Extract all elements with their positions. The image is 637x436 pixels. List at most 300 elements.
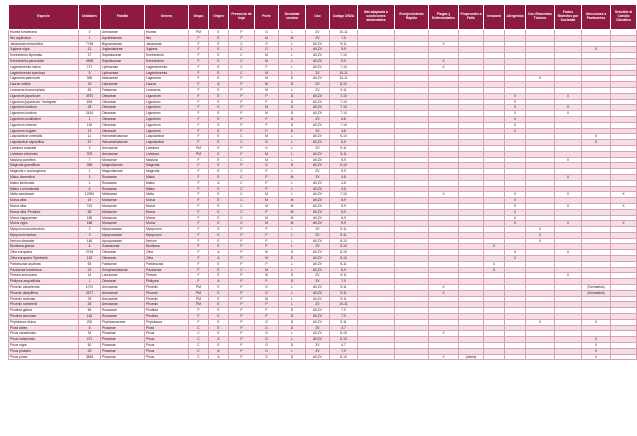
table-cell: P: [229, 87, 255, 93]
column-header: Propensión a Fallo: [459, 5, 484, 30]
table-cell: M: [279, 203, 306, 209]
table-cell: Phoenix: [145, 296, 189, 302]
table-cell: 4-8: [330, 186, 358, 192]
table-cell: E: [209, 261, 229, 267]
table-cell: ZV: [306, 70, 330, 76]
table-cell: 375: [79, 151, 101, 157]
table-cell: 8-10: [330, 82, 358, 88]
table-cell: Nicotiana glauca: [9, 244, 79, 250]
table-cell: P: [255, 244, 279, 250]
table-cell: P: [229, 30, 255, 36]
table-cell: X: [582, 337, 611, 343]
table-cell: M: [255, 76, 279, 82]
table-cell: A: [209, 279, 229, 285]
table-cell: D: [279, 122, 306, 128]
table-cell: AV,ZV: [306, 215, 330, 221]
table-cell: L: [279, 244, 306, 250]
table-cell: (Normativa): [582, 290, 611, 296]
table-cell: 5-9: [330, 203, 358, 209]
table-cell: 8-10: [330, 250, 358, 256]
table-cell: D: [279, 82, 306, 88]
table-cell: 7-9: [330, 279, 358, 285]
table-cell: X: [555, 273, 582, 279]
table-cell: 9-11: [330, 273, 358, 279]
table-cell: X: [429, 285, 459, 291]
table-cell: F: [189, 267, 209, 273]
table-cell: F: [189, 227, 209, 233]
table-cell: [526, 354, 555, 360]
column-header: Grupo: [189, 5, 209, 30]
table-cell: G: [255, 47, 279, 53]
table-cell: F: [189, 203, 209, 209]
table-cell: M: [255, 203, 279, 209]
table-cell: L: [279, 192, 306, 198]
table-cell: 8-10: [330, 256, 358, 262]
table-cell: Oleaceae: [101, 256, 145, 262]
table-cell: Laurus nobilis: [9, 82, 79, 88]
table-cell: F: [189, 64, 209, 70]
table-cell: C: [229, 140, 255, 146]
table-cell: X: [555, 203, 582, 209]
table-cell: X: [582, 348, 611, 354]
table-cell: M: [279, 215, 306, 221]
table-cell: E: [209, 325, 229, 331]
table-cell: D: [279, 354, 306, 360]
table-cell: ZV: [306, 145, 330, 151]
table-cell: P: [229, 279, 255, 285]
table-cell: C: [189, 343, 209, 349]
table-cell: X: [429, 41, 459, 47]
table-cell: Moraceae: [101, 203, 145, 209]
table-cell: D: [279, 116, 306, 122]
table-cell: P: [255, 122, 279, 128]
table-cell: D: [279, 105, 306, 111]
table-cell: L: [279, 151, 306, 157]
table-cell: F: [189, 53, 209, 59]
table-cell: C: [189, 325, 209, 331]
table-cell: X: [555, 105, 582, 111]
table-cell: Howea: [145, 30, 189, 36]
table-cell: 7: [79, 157, 101, 163]
table-cell: Pinaceae: [101, 331, 145, 337]
table-cell: P: [255, 99, 279, 105]
table-cell: X: [611, 192, 637, 198]
table-cell: Ligustrum: [145, 128, 189, 134]
table-cell: X: [582, 47, 611, 53]
table-cell: Hamamelidaceae: [101, 134, 145, 140]
table-cell: 14: [79, 273, 101, 279]
table-cell: M: [279, 221, 306, 227]
table-cell: 27: [79, 53, 101, 59]
table-cell: Phillyrea: [145, 279, 189, 285]
table-cell: 355: [79, 163, 101, 169]
table-cell: Melia: [145, 192, 189, 198]
table-cell: AV,ZV: [306, 256, 330, 262]
table-cell: X: [582, 354, 611, 360]
table-cell: F: [189, 232, 209, 238]
table-cell: Paulownia tomentosa: [9, 267, 79, 273]
table-cell: ZV: [306, 82, 330, 88]
table-cell: AV,ZV: [306, 163, 330, 169]
table-cell: E: [209, 314, 229, 320]
table-cell: Arecaceae: [101, 296, 145, 302]
table-cell: X: [484, 267, 505, 273]
table-cell: Phytolaccaceae: [101, 319, 145, 325]
table-cell: Ligustrum: [145, 105, 189, 111]
table-cell: X: [611, 221, 637, 227]
table-cell: C: [229, 53, 255, 59]
table-cell: F: [189, 105, 209, 111]
table-cell: 55: [79, 209, 101, 215]
table-cell: Oleaceae: [101, 93, 145, 99]
table-cell: P: [255, 279, 279, 285]
table-cell: F: [189, 192, 209, 198]
table-cell: L: [279, 227, 306, 233]
table-cell: P: [255, 238, 279, 244]
table-cell: 7-10: [330, 105, 358, 111]
column-header: Genero: [145, 5, 189, 30]
table-cell: 8-11: [330, 261, 358, 267]
table-cell: Morus nigra: [9, 221, 79, 227]
table-cell: Phoenix dactylifera: [9, 290, 79, 296]
table-cell: 24: [79, 267, 101, 273]
table-cell: (Alerta): [459, 354, 484, 360]
table-cell: 5-9: [330, 267, 358, 273]
table-cell: M: [255, 111, 279, 117]
table-cell: Myoporum: [145, 232, 189, 238]
table-cell: Phoenix: [145, 285, 189, 291]
table-cell: Arecaceae: [101, 290, 145, 296]
table-cell: M: [255, 70, 279, 76]
table-cell: C: [189, 354, 209, 360]
table-cell: D: [279, 314, 306, 320]
table-cell: AV,ZV: [306, 285, 330, 291]
table-cell: C: [229, 198, 255, 204]
table-cell: Lagerstroemia: [145, 70, 189, 76]
table-cell: P: [229, 331, 255, 337]
table-cell: Pinus pinea: [9, 354, 79, 360]
table-cell: C: [229, 215, 255, 221]
table-cell: Malvaceae: [101, 76, 145, 82]
table-cell: 8-10: [330, 238, 358, 244]
table-cell: E: [209, 145, 229, 151]
table-cell: 12: [79, 47, 101, 53]
table-cell: C: [189, 348, 209, 354]
table-cell: Picea: [145, 325, 189, 331]
table-cell: PM: [189, 30, 209, 36]
table-cell: C: [229, 192, 255, 198]
table-cell: AV,ZV: [306, 331, 330, 337]
table-cell: 7-10: [330, 99, 358, 105]
table-cell: 717: [79, 64, 101, 70]
column-header: Envejecimiento Rápido: [395, 5, 429, 30]
table-cell: 19: [79, 198, 101, 204]
table-cell: Myoporaceae: [101, 227, 145, 233]
table-cell: Phoenix reclinata: [9, 296, 79, 302]
table-cell: P: [229, 296, 255, 302]
table-cell: Livistona australis: [9, 145, 79, 151]
table-cell: Malus: [145, 186, 189, 192]
table-cell: Morus alba: [9, 203, 79, 209]
table-cell: F: [189, 180, 209, 186]
table-cell: C: [229, 134, 255, 140]
table-cell: AV,ZV: [306, 53, 330, 59]
table-cell: E: [209, 244, 229, 250]
table-cell: F: [189, 238, 209, 244]
table-cell: X: [505, 99, 526, 105]
table-cell: 28: [79, 348, 101, 354]
table-cell: A: [209, 256, 229, 262]
table-cell: Olea europaea: [9, 250, 79, 256]
table-cell: 7-10: [330, 93, 358, 99]
table-cell: A: [209, 180, 229, 186]
table-cell: 5: [79, 70, 101, 76]
table-cell: 9-11: [330, 296, 358, 302]
table-cell: AV,ZV: [306, 198, 330, 204]
table-cell: Oleaceae: [101, 279, 145, 285]
table-cell: X: [526, 238, 555, 244]
table-cell: 5-9: [330, 221, 358, 227]
table-cell: 29: [79, 296, 101, 302]
table-cell: Ligustrum ovalifolium: [9, 116, 79, 122]
table-cell: [484, 354, 505, 360]
table-cell: 4-7: [330, 343, 358, 349]
table-cell: AV,ZV: [306, 261, 330, 267]
table-cell: E: [209, 30, 229, 36]
table-cell: E: [209, 215, 229, 221]
table-cell: AV,ZV: [306, 192, 330, 198]
table-cell: A: [209, 82, 229, 88]
table-cell: 5-9: [330, 58, 358, 64]
table-cell: Morus: [145, 215, 189, 221]
table-cell: 4958: [79, 58, 101, 64]
table-cell: Paulownia: [145, 267, 189, 273]
table-cell: 3665: [79, 354, 101, 360]
table-cell: Sapindaceae: [101, 53, 145, 59]
table-cell: Myoporaceae: [101, 232, 145, 238]
table-cell: G: [255, 325, 279, 331]
table-cell: Pinaceae: [101, 343, 145, 349]
table-cell: 15: [79, 82, 101, 88]
table-cell: Ilex: [145, 35, 189, 41]
table-cell: P: [229, 343, 255, 349]
table-cell: P: [255, 180, 279, 186]
table-cell: AV,ZV: [306, 238, 330, 244]
table-cell: X: [505, 203, 526, 209]
table-cell: P: [229, 337, 255, 343]
table-cell: Leucaena leucocephala: [9, 87, 79, 93]
table-cell: Fabaceae: [101, 87, 145, 93]
table-cell: ZV: [306, 302, 330, 308]
table-cell: 9-11: [330, 87, 358, 93]
table-cell: E: [209, 151, 229, 157]
table-cell: D: [279, 111, 306, 117]
table-cell: X: [429, 331, 459, 337]
table-cell: X: [505, 215, 526, 221]
table-cell: 9-11: [330, 227, 358, 233]
table-cell: 5-9: [330, 198, 358, 204]
table-cell: G: [255, 354, 279, 360]
table-cell: Arecaceae: [101, 285, 145, 291]
table-cell: Magnolia grandiflora: [9, 163, 79, 169]
table-cell: 694: [79, 99, 101, 105]
table-cell: G: [255, 41, 279, 47]
table-cell: F: [189, 58, 209, 64]
table-cell: ZV: [306, 169, 330, 175]
table-cell: Ligustrum: [145, 116, 189, 122]
table-cell: P: [229, 99, 255, 105]
table-cell: Moraceae: [101, 157, 145, 163]
table-cell: A: [209, 354, 229, 360]
table-cell: P: [229, 93, 255, 99]
table-cell: E: [209, 296, 229, 302]
table-cell: Pinus: [145, 354, 189, 360]
table-cell: 7-10: [330, 122, 358, 128]
column-header: Invasora: [484, 5, 505, 30]
table-cell: AV,ZV: [306, 209, 330, 215]
table-cell: Koelreuteria: [145, 53, 189, 59]
table-cell: Juglandaceae: [101, 47, 145, 53]
table-cell: C: [229, 58, 255, 64]
table-cell: 1070: [79, 285, 101, 291]
table-cell: Liquidambar: [145, 134, 189, 140]
table-cell: Lythraceae: [101, 64, 145, 70]
table-cell: X: [484, 244, 505, 250]
table-cell: P: [255, 186, 279, 192]
table-cell: F: [189, 244, 209, 250]
table-cell: E: [209, 140, 229, 146]
table-cell: X: [611, 203, 637, 209]
table-header-row: [9, 5, 637, 30]
table-cell: Oleaceae: [101, 116, 145, 122]
table-cell: E: [209, 227, 229, 233]
table-cell: 3: [79, 232, 101, 238]
table-cell: G: [255, 163, 279, 169]
table-cell: Morus alba: [9, 198, 79, 204]
table-cell: Maclura: [145, 157, 189, 163]
table-cell: Lagunaria: [145, 76, 189, 82]
species-table: [8, 4, 637, 360]
table-cell: Fabaceae: [101, 261, 145, 267]
table-cell: P: [229, 273, 255, 279]
table-cell: Phytolacca dioica: [9, 319, 79, 325]
table-cell: ZV: [306, 174, 330, 180]
column-header: Origen: [209, 5, 229, 30]
table-cell: 115: [79, 256, 101, 262]
table-cell: X: [429, 192, 459, 198]
table-cell: X: [526, 319, 555, 325]
table-cell: M: [279, 174, 306, 180]
table-cell: F: [189, 221, 209, 227]
table-cell: X: [429, 290, 459, 296]
table-cell: Koelreuteria bipinnata: [9, 53, 79, 59]
table-cell: ZV: [306, 128, 330, 134]
table-cell: Moraceae: [101, 221, 145, 227]
column-header: Mal adaptada a condiciones ambientales: [358, 5, 395, 30]
table-cell: L: [279, 140, 306, 146]
table-cell: Arecaceae: [101, 151, 145, 157]
table-cell: E: [209, 87, 229, 93]
table-cell: M: [255, 35, 279, 41]
column-header: Sensible al Cambio Climático: [611, 5, 637, 30]
table-cell: AV,ZV: [306, 203, 330, 209]
table-cell: Ligustrum: [145, 111, 189, 117]
table-cell: Ligustrum japonicum 'Variegata': [9, 99, 79, 105]
table-cell: X: [555, 250, 582, 256]
table-cell: M: [255, 87, 279, 93]
table-cell: P: [229, 261, 255, 267]
table-cell: Ligustrum: [145, 93, 189, 99]
column-header: Familia: [101, 5, 145, 30]
table-cell: Magnolia: [145, 163, 189, 169]
table-cell: D: [279, 319, 306, 325]
table-cell: 4-8: [330, 180, 358, 186]
table-cell: Myoporum: [145, 227, 189, 233]
table-cell: P: [255, 128, 279, 134]
table-cell: 2434: [79, 111, 101, 117]
table-cell: X: [505, 250, 526, 256]
table-cell: E: [209, 331, 229, 337]
table-cell: P: [229, 151, 255, 157]
table-cell: Ilex aquifolium: [9, 35, 79, 41]
table-cell: G: [255, 290, 279, 296]
table-cell: E: [209, 209, 229, 215]
table-cell: X: [505, 111, 526, 117]
table-cell: P: [229, 285, 255, 291]
table-cell: A: [209, 250, 229, 256]
table-cell: E: [209, 203, 229, 209]
table-cell: P: [255, 174, 279, 180]
column-header: Frutos Molestos por Suciedad: [555, 5, 582, 30]
table-cell: 148: [79, 238, 101, 244]
table-cell: E: [209, 174, 229, 180]
table-cell: AV,ZV: [306, 314, 330, 320]
table-cell: X: [429, 64, 459, 70]
table-cell: G: [255, 30, 279, 36]
table-cell: C: [229, 203, 255, 209]
table-cell: M: [255, 221, 279, 227]
table-cell: 5-9: [330, 209, 358, 215]
column-header: Presencia de hoja: [229, 5, 255, 30]
table-cell: M: [255, 53, 279, 59]
table-cell: Liquidambar styraciflua: [9, 140, 79, 146]
table-cell: AV,ZV: [306, 267, 330, 273]
table-cell: E: [209, 290, 229, 296]
table-cell: E: [209, 238, 229, 244]
column-header: Codigo USDA: [330, 5, 358, 30]
table-cell: Magnolia x soulangeana: [9, 169, 79, 175]
table-cell: E: [209, 186, 229, 192]
table-cell: F: [189, 93, 209, 99]
table-cell: P: [229, 82, 255, 88]
table-cell: Picea abies: [9, 325, 79, 331]
table-cell: P: [229, 290, 255, 296]
table-cell: L: [279, 296, 306, 302]
table-cell: 5: [79, 325, 101, 331]
table-cell: Olea: [145, 256, 189, 262]
table-cell: F: [189, 70, 209, 76]
table-cell: P: [229, 319, 255, 325]
table-cell: ZV: [306, 87, 330, 93]
table-cell: E: [209, 169, 229, 175]
table-cell: E: [209, 221, 229, 227]
table-cell: E: [209, 232, 229, 238]
table-cell: Magnoliaceae: [101, 169, 145, 175]
table-cell: [611, 354, 637, 360]
table-cell: E: [209, 267, 229, 273]
table-cell: L: [279, 134, 306, 140]
table-cell: L: [279, 331, 306, 337]
